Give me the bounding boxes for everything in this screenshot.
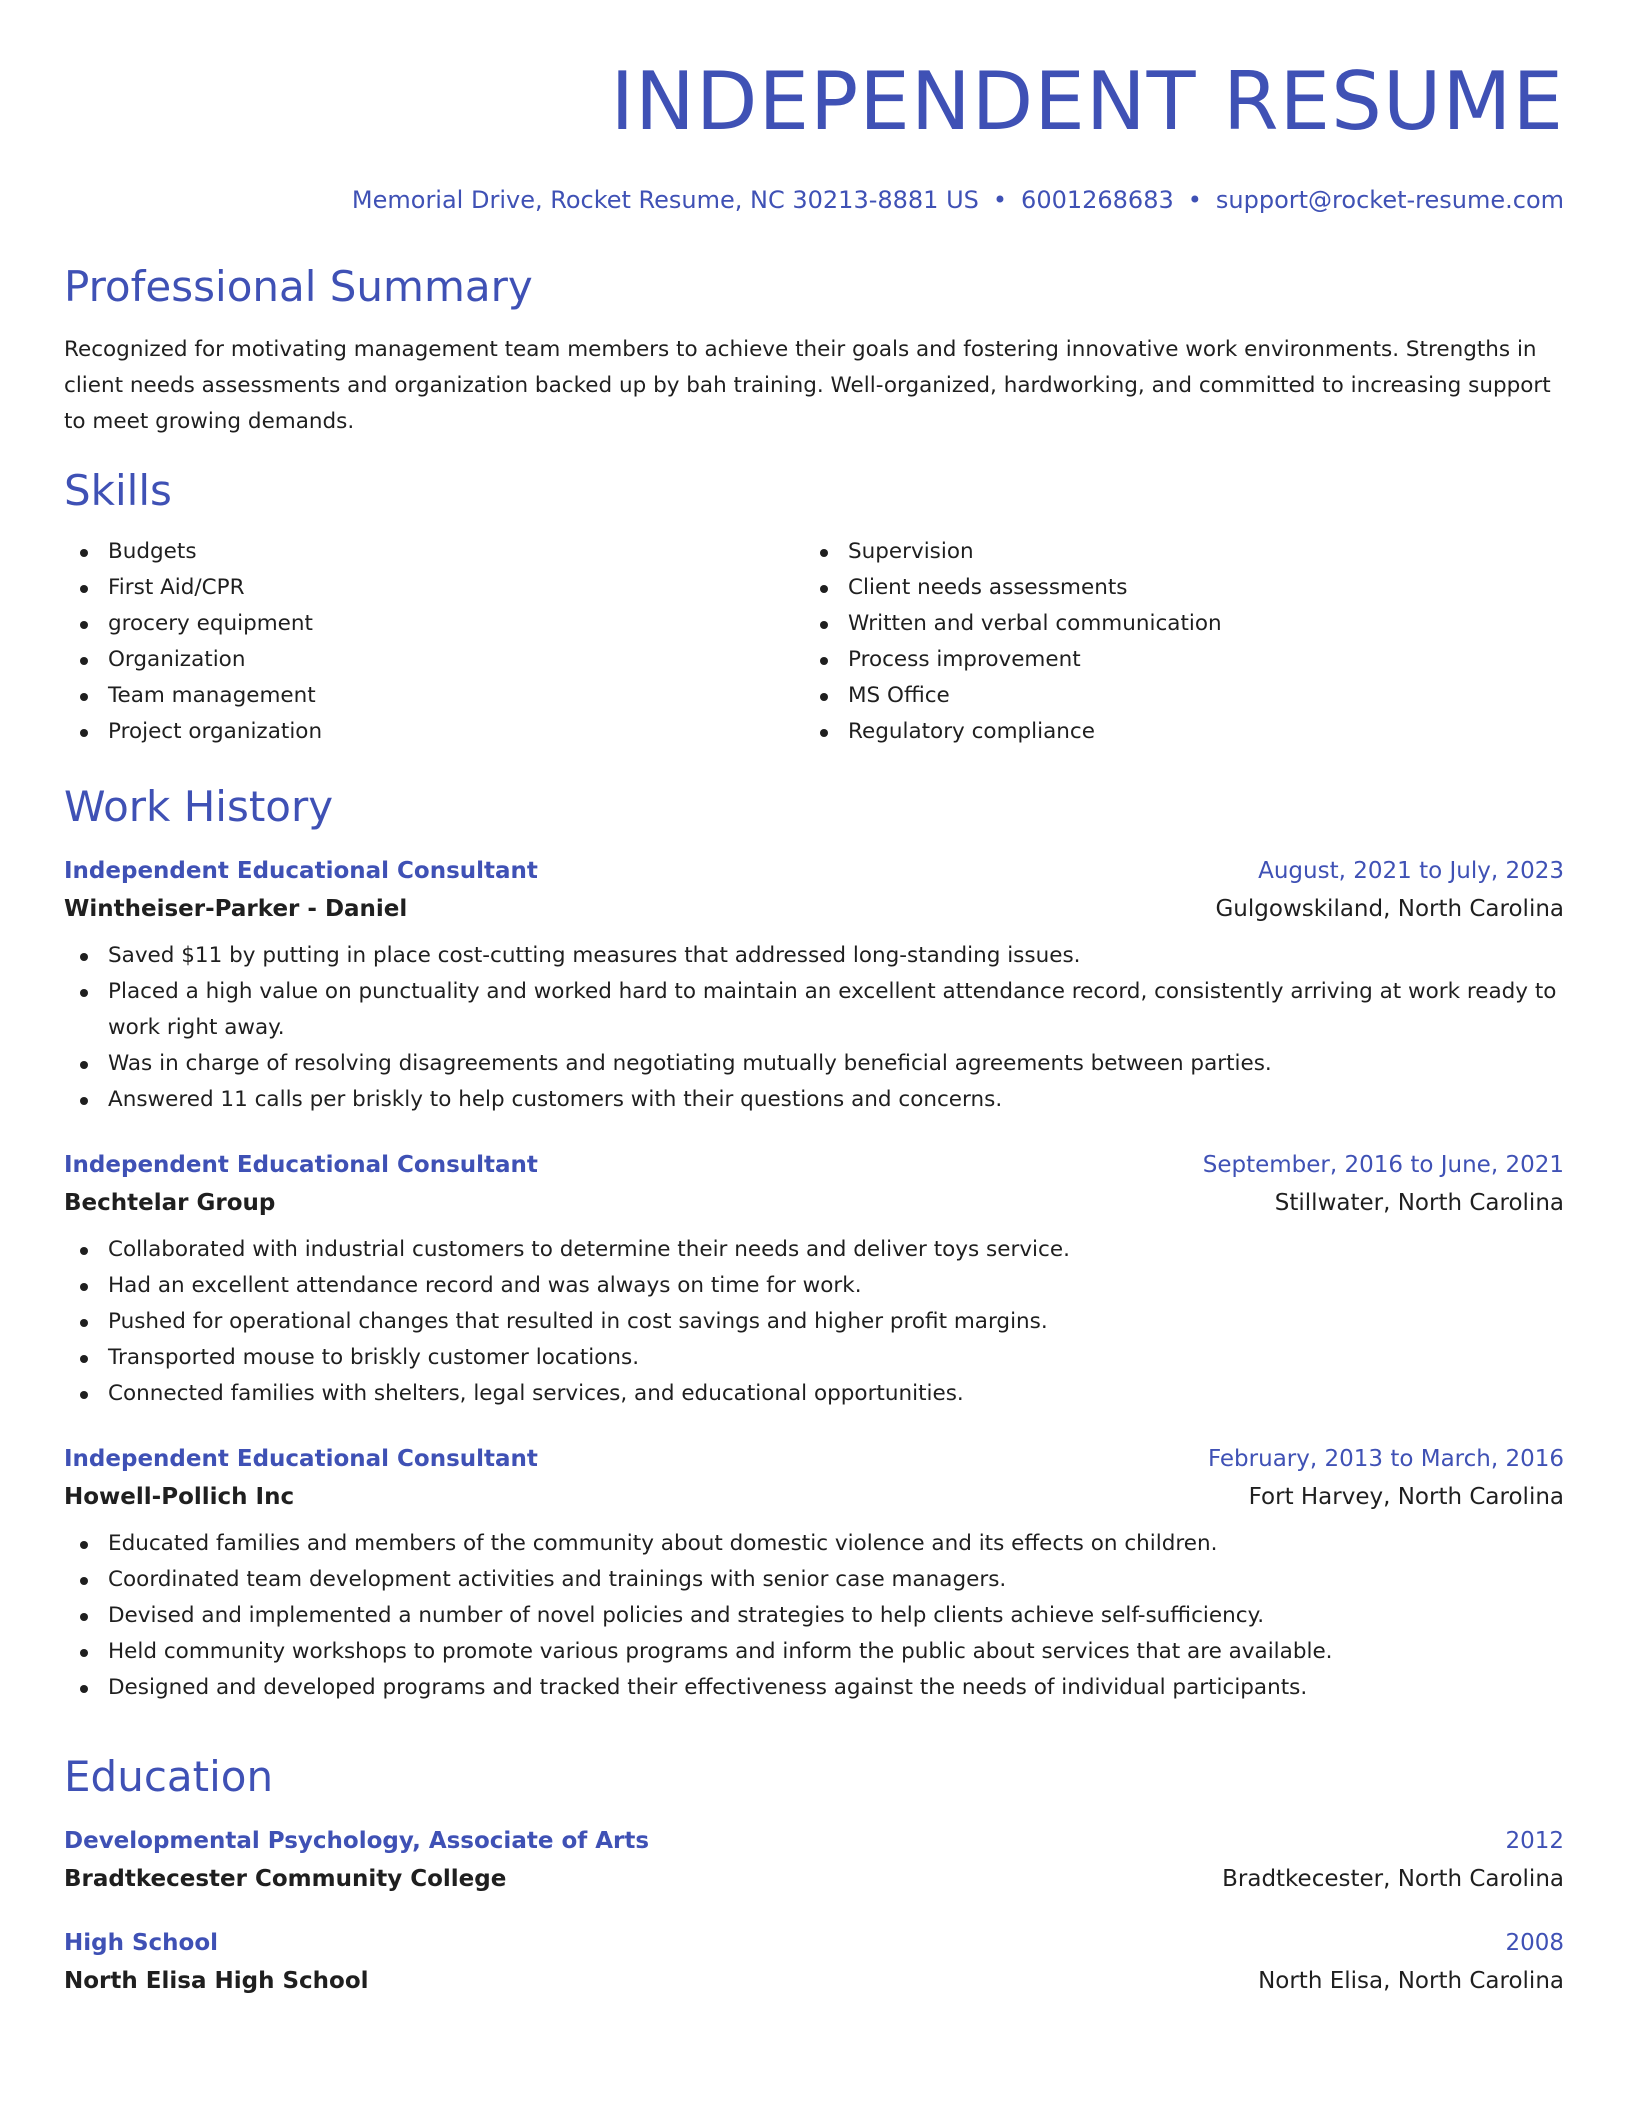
job-entry (64, 1152, 1564, 1412)
job-company: Wintheiser-Parker - Daniel (64, 896, 408, 922)
phone: 6001268683 (1021, 186, 1174, 214)
job-bullets (64, 1526, 1564, 1706)
job-bullet: Transported mouse to briskly customer locations. (64, 1340, 1564, 1376)
education-school: Bradtkecester Community College (64, 1866, 507, 1892)
job-bullet: Educated families and members of the community about domestic violence and its effects on children. (64, 1526, 1564, 1562)
job-dates: August, 2021 to July, 2023 (1258, 858, 1564, 884)
section-title-skills: Skills (64, 466, 172, 515)
summary-text: Recognized for motivating management team members to achieve their goals and fostering innovative work environments. Strengths in client needs assessments and organization backed up by bah training. Well-organized, hardworking, and committed to increasing support to meet growing demands. (64, 337, 1551, 434)
separator-dot: • (992, 186, 1008, 214)
job-bullet: Was in charge of resolving disagreements and negotiating mutually beneficial agreements between parties. (64, 1046, 1564, 1082)
job-header (64, 1152, 1564, 1178)
education-year: 2012 (1505, 1828, 1564, 1854)
skill-item: Client needs assessments (804, 570, 1544, 606)
education-header (64, 1828, 1564, 1854)
skill-item: Organization (64, 642, 804, 678)
email-link[interactable]: support@rocket-resume.com (1215, 186, 1564, 214)
skill-item: Team management (64, 678, 804, 714)
education-header (64, 1930, 1564, 1956)
job-company-row (64, 1484, 1564, 1510)
skills-column-right (804, 534, 1544, 750)
skill-item: Process improvement (804, 642, 1544, 678)
job-title: Independent Educational Consultant (64, 1152, 538, 1178)
job-header (64, 858, 1564, 884)
separator-dot: • (1187, 186, 1202, 214)
education-school-row (64, 1866, 1564, 1892)
education-location: Bradtkecester, North Carolina (1222, 1866, 1564, 1892)
job-header (64, 1446, 1564, 1472)
skill-item: grocery equipment (64, 606, 804, 642)
job-title: Independent Educational Consultant (64, 1446, 538, 1472)
section-title-work-history: Work History (64, 782, 334, 831)
job-bullet: Designed and developed programs and tracked their effectiveness against the needs of individual participants. (64, 1670, 1564, 1706)
job-company: Bechtelar Group (64, 1190, 276, 1216)
job-bullet: Answered 11 calls per briskly to help customers with their questions and concerns. (64, 1082, 1564, 1118)
job-company: Howell-Pollich Inc (64, 1484, 295, 1510)
education-year: 2008 (1505, 1930, 1564, 1956)
job-bullet: Devised and implemented a number of novel policies and strategies to help clients achieve self-sufficiency. (64, 1598, 1564, 1634)
section-title-education: Education (64, 1752, 274, 1801)
skill-item: Project organization (64, 714, 804, 750)
job-location: Fort Harvey, North Carolina (1248, 1484, 1564, 1510)
job-bullets (64, 1232, 1564, 1412)
job-title: Independent Educational Consultant (64, 858, 538, 884)
job-company-row (64, 1190, 1564, 1216)
job-bullet: Placed a high value on punctuality and worked hard to maintain an excellent attendance record, consistently arriving at work ready to work right away. (64, 974, 1564, 1046)
job-dates: February, 2013 to March, 2016 (1207, 1446, 1564, 1472)
skill-item: Budgets (64, 534, 804, 570)
job-location: Stillwater, North Carolina (1274, 1190, 1564, 1216)
candidate-name: INDEPENDENT RESUME (610, 55, 1564, 148)
job-bullets (64, 938, 1564, 1118)
job-bullet: Coordinated team development activities and trainings with senior case managers. (64, 1562, 1564, 1598)
job-dates: September, 2016 to June, 2021 (1202, 1152, 1564, 1178)
job-company-row (64, 896, 1564, 922)
skill-item: Written and verbal communication (804, 606, 1544, 642)
contact-line (64, 186, 1564, 214)
education-school-row (64, 1968, 1564, 1994)
education-location: North Elisa, North Carolina (1258, 1968, 1564, 1994)
education-school: North Elisa High School (64, 1968, 369, 1994)
job-location: Gulgowskiland, North Carolina (1215, 896, 1564, 922)
job-bullet: Held community workshops to promote various programs and inform the public about services that are available. (64, 1634, 1564, 1670)
job-bullet: Collaborated with industrial customers to determine their needs and deliver toys service. (64, 1232, 1564, 1268)
skill-item: Supervision (804, 534, 1544, 570)
skill-item: MS Office (804, 678, 1544, 714)
skills-list (64, 534, 1564, 750)
job-entry (64, 1446, 1564, 1706)
address: Memorial Drive, Rocket Resume, NC 30213-8881 US (351, 186, 979, 214)
education-degree: Developmental Psychology, Associate of Arts (64, 1828, 650, 1854)
job-bullet: Had an excellent attendance record and was always on time for work. (64, 1268, 1564, 1304)
education-degree: High School (64, 1930, 219, 1956)
skill-item: Regulatory compliance (804, 714, 1544, 750)
skills-column-left (64, 534, 804, 750)
skill-item: First Aid/CPR (64, 570, 804, 606)
job-entry (64, 858, 1564, 1118)
job-bullet: Pushed for operational changes that resulted in cost savings and higher profit margins. (64, 1304, 1564, 1340)
section-title-summary: Professional Summary (64, 262, 533, 311)
education-entry (64, 1930, 1564, 1994)
job-bullet: Saved $11 by putting in place cost-cutting measures that addressed long-standing issues. (64, 938, 1564, 974)
education-entry (64, 1828, 1564, 1892)
job-bullet: Connected families with shelters, legal services, and educational opportunities. (64, 1376, 1564, 1412)
resume-page (64, 0, 1564, 1994)
